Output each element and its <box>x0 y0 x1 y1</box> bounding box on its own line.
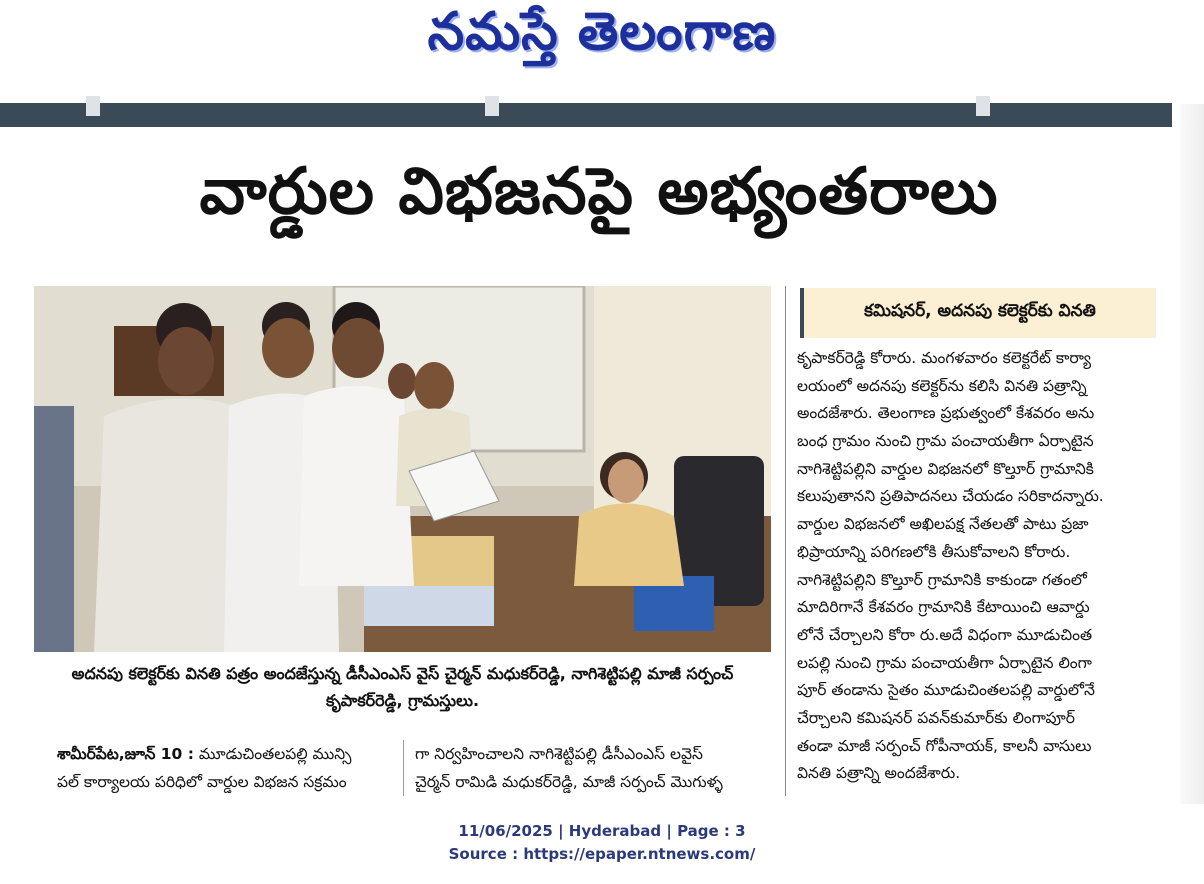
news-photo <box>34 286 771 652</box>
article-line: నాగిశెట్టిపల్లిని కొల్తూర్ గ్రామానికి కాకుండా గతంలో <box>797 570 1087 589</box>
band-fragment <box>86 96 100 116</box>
article-line: చైర్మన్ రామిడి మధుకర్‌రెడ్డి, మాజీ సర్పంచ్ మొగుళ్ళ <box>415 773 723 791</box>
footer-source: Source : https://epaper.ntnews.com/ <box>448 845 756 863</box>
subhead-box <box>800 288 1156 338</box>
band-fragment <box>976 96 990 116</box>
footer-date-edition: 11/06/2025 | Hyderabad | Page : 3 <box>458 822 746 840</box>
article-line: గా నిర్వహించాలని నాగిశెట్టిపల్లి డీసీఎంఎస్ లవైస్ <box>415 745 703 763</box>
article-line: వినతి పత్రాన్ని అందజేశారు. <box>797 764 961 783</box>
article-line: పూర్ తండాను సైతం మూడుచింతలపల్లి వార్డులోనే <box>797 681 1095 700</box>
article-line: మాదిరిగానే కేశవరం గ్రామానికి కేటాయించి ఆవార్డు <box>797 598 1090 617</box>
adjacent-page-edge <box>1180 104 1204 804</box>
headline: వార్డుల విభజనపై అభ్యంతరాలు <box>199 155 999 229</box>
masthead <box>0 0 1204 104</box>
photo-caption: అదనపు కలెక్టర్‌కు వినతి పత్రం అందజేస్తున్న డీసీఎంఎస్ వైస్ చైర్మన్ మధుకర్‌రెడ్డి, నాగిశెట్టిపల్లి మాజీ సర్పంచ్ కృపాకర్‌రెడ్డి, గ్రామస్తులు. <box>71 664 734 710</box>
header-band <box>0 103 1172 127</box>
article-column-2 <box>415 740 773 796</box>
band-fragment <box>485 96 499 116</box>
article-line: భిప్రాయాన్ని పరిగణలోకి తీసుకోవాలని కోరారు. <box>797 542 1071 561</box>
article-line: బంధ గ్రామం నుంచి గ్రామ పంచాయతీగా ఏర్పాటైన <box>797 432 1094 451</box>
article-line <box>57 740 397 768</box>
subhead: కమిషనర్, అదనపు కలెక్టర్‌కు వినతి <box>864 301 1096 321</box>
article-line: లయంలో అదనపు కలెక్టర్‌ను కలిసి వినతి పత్రాన్ని <box>797 376 1087 395</box>
photo-illustration <box>34 286 771 652</box>
dateline: శామీర్‌పేట,జూన్ 10 : <box>57 745 194 763</box>
masthead-logo: నమస్తే తెలంగాణ <box>427 2 777 62</box>
article-line: పల్ కార్యాలయ పరిధిలో వార్డుల విభజన సక్రమం <box>57 773 347 791</box>
article-line: కృపాకర్‌రెడ్డి కోరారు. మంగళవారం కలెక్టరేట్ కార్యా <box>797 349 1091 367</box>
article-line: లపల్లి నుంచి గ్రామ పంచాయతీగా ఏర్పాటైన లింగా <box>797 653 1092 672</box>
article-line: తండా మాజీ సర్పంచ్ గోపీనాయక్, కాలనీ వాసులు <box>797 736 1092 755</box>
column-divider <box>403 740 404 796</box>
article-line: నాగిశెట్టిపల్లిని వార్డుల విభజనలో కొల్తూర్ గ్రామానికి <box>797 459 1094 478</box>
article-column-1 <box>57 740 397 796</box>
article-column-right <box>797 345 1155 788</box>
article-line: చేర్చాలని కమిషనర్ పవన్‌కుమార్‌కు లింగాపూర్ <box>797 708 1075 727</box>
column-divider <box>785 286 786 796</box>
article-line: అందజేశారు. తెలంగాణ ప్రభుత్వంలో కేశవరం అను <box>797 404 1095 423</box>
article-text: మూడుచింతలపల్లి మున్సి <box>193 745 352 763</box>
article-line: కలుపుతానని ప్రతిపాదనలు చేయడం సరికాదన్నారు. <box>797 487 1104 506</box>
article-line: వార్డుల విభజనలో అఖిలపక్ష నేతలతో పాటు ప్రజా <box>797 515 1089 534</box>
article-line: లోనే చేర్చాలని కోరా రు.అదే విధంగా మూడుచింత <box>797 625 1093 644</box>
